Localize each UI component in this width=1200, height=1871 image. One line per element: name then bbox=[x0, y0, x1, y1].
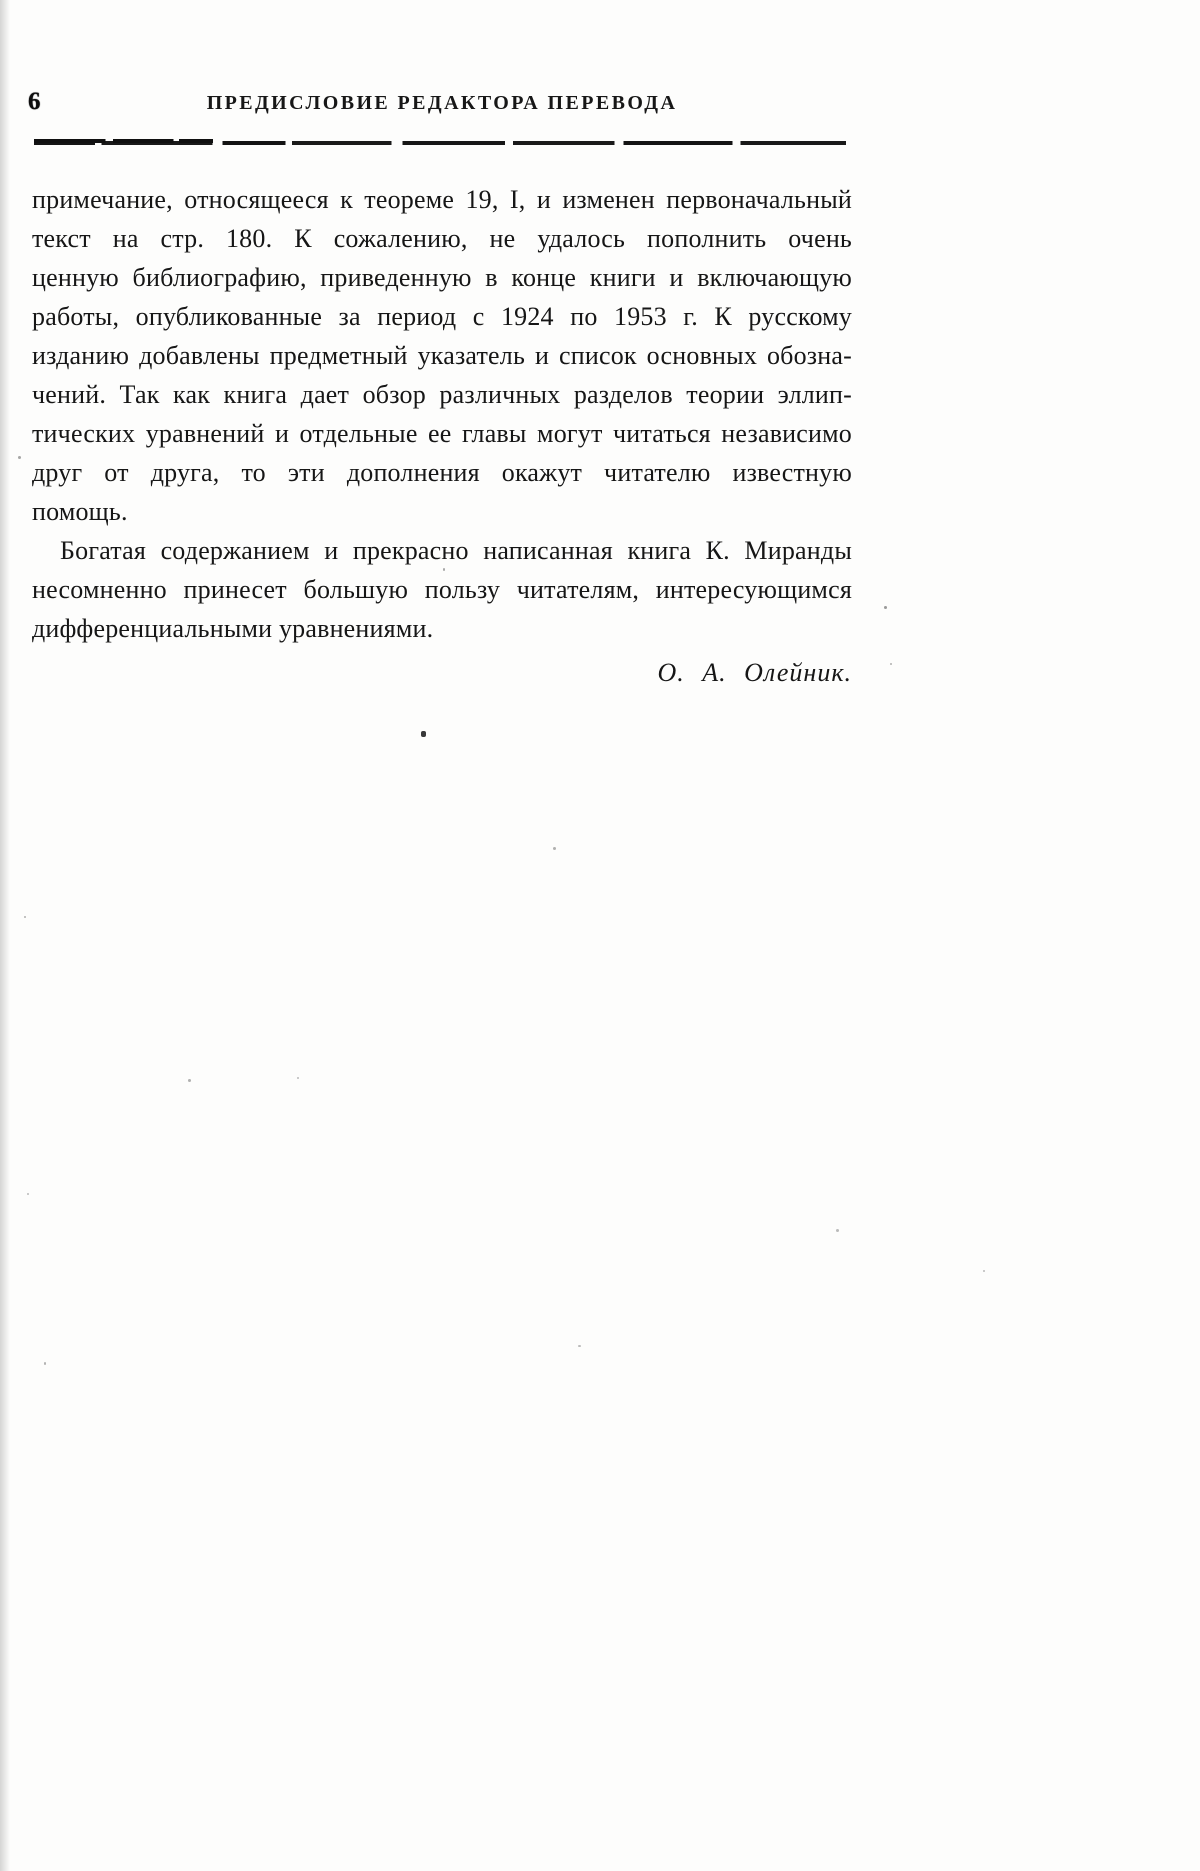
scan-speck bbox=[553, 847, 556, 850]
text-line-paragraph-start: Богатая содержанием и прекрасно написанная книга К. Миранды bbox=[60, 536, 852, 565]
page-edge-shading bbox=[0, 0, 10, 1871]
text-line: изданию добавлены предметный указатель и список основных обозна- bbox=[32, 341, 852, 370]
scan-speck bbox=[27, 1193, 29, 1195]
scan-speck bbox=[188, 1079, 191, 1082]
header-rule-thick-segment bbox=[34, 139, 213, 143]
text-line: дифференциальными уравнениями. bbox=[32, 614, 434, 643]
scan-speck bbox=[578, 1345, 581, 1347]
text-line: чений. Так как книга дает обзор различных разделов теории эллип- bbox=[32, 380, 852, 409]
scan-speck bbox=[18, 456, 21, 459]
editor-signature: О. А. Олейник. bbox=[657, 658, 852, 687]
header-rule bbox=[34, 141, 846, 145]
scan-speck bbox=[890, 663, 892, 665]
text-line: несомненно принесет большую пользу читателям, интересующимся bbox=[32, 575, 852, 604]
text-line: текст на стр. 180. К сожалению, не удалось пополнить очень bbox=[32, 224, 852, 253]
scan-speck bbox=[421, 731, 426, 737]
text-line: примечание, относящееся к теореме 19, I, и изменен первоначальный bbox=[32, 185, 852, 214]
text-line: тических уравнений и отдельные ее главы могут читаться независимо bbox=[32, 419, 852, 448]
page-number: 6 bbox=[28, 88, 41, 115]
scan-speck bbox=[836, 1229, 839, 1232]
scan-speck bbox=[297, 1077, 299, 1079]
text-line: работы, опубликованные за период с 1924 по 1953 г. К русскому bbox=[32, 302, 852, 331]
text-line: друг от друга, то эти дополнения окажут читателю известную bbox=[32, 458, 852, 487]
scan-speck bbox=[884, 606, 887, 609]
text-line: ценную библиографию, приведенную в конце книги и включающую bbox=[32, 263, 852, 292]
scan-speck bbox=[44, 1362, 46, 1365]
scan-speck bbox=[24, 916, 26, 918]
running-title: ПРЕДИСЛОВИЕ РЕДАКТОРА ПЕРЕВОДА bbox=[206, 92, 678, 114]
text-line: помощь. bbox=[32, 497, 128, 526]
page-text-column bbox=[32, 180, 852, 648]
scan-speck bbox=[983, 1270, 985, 1272]
